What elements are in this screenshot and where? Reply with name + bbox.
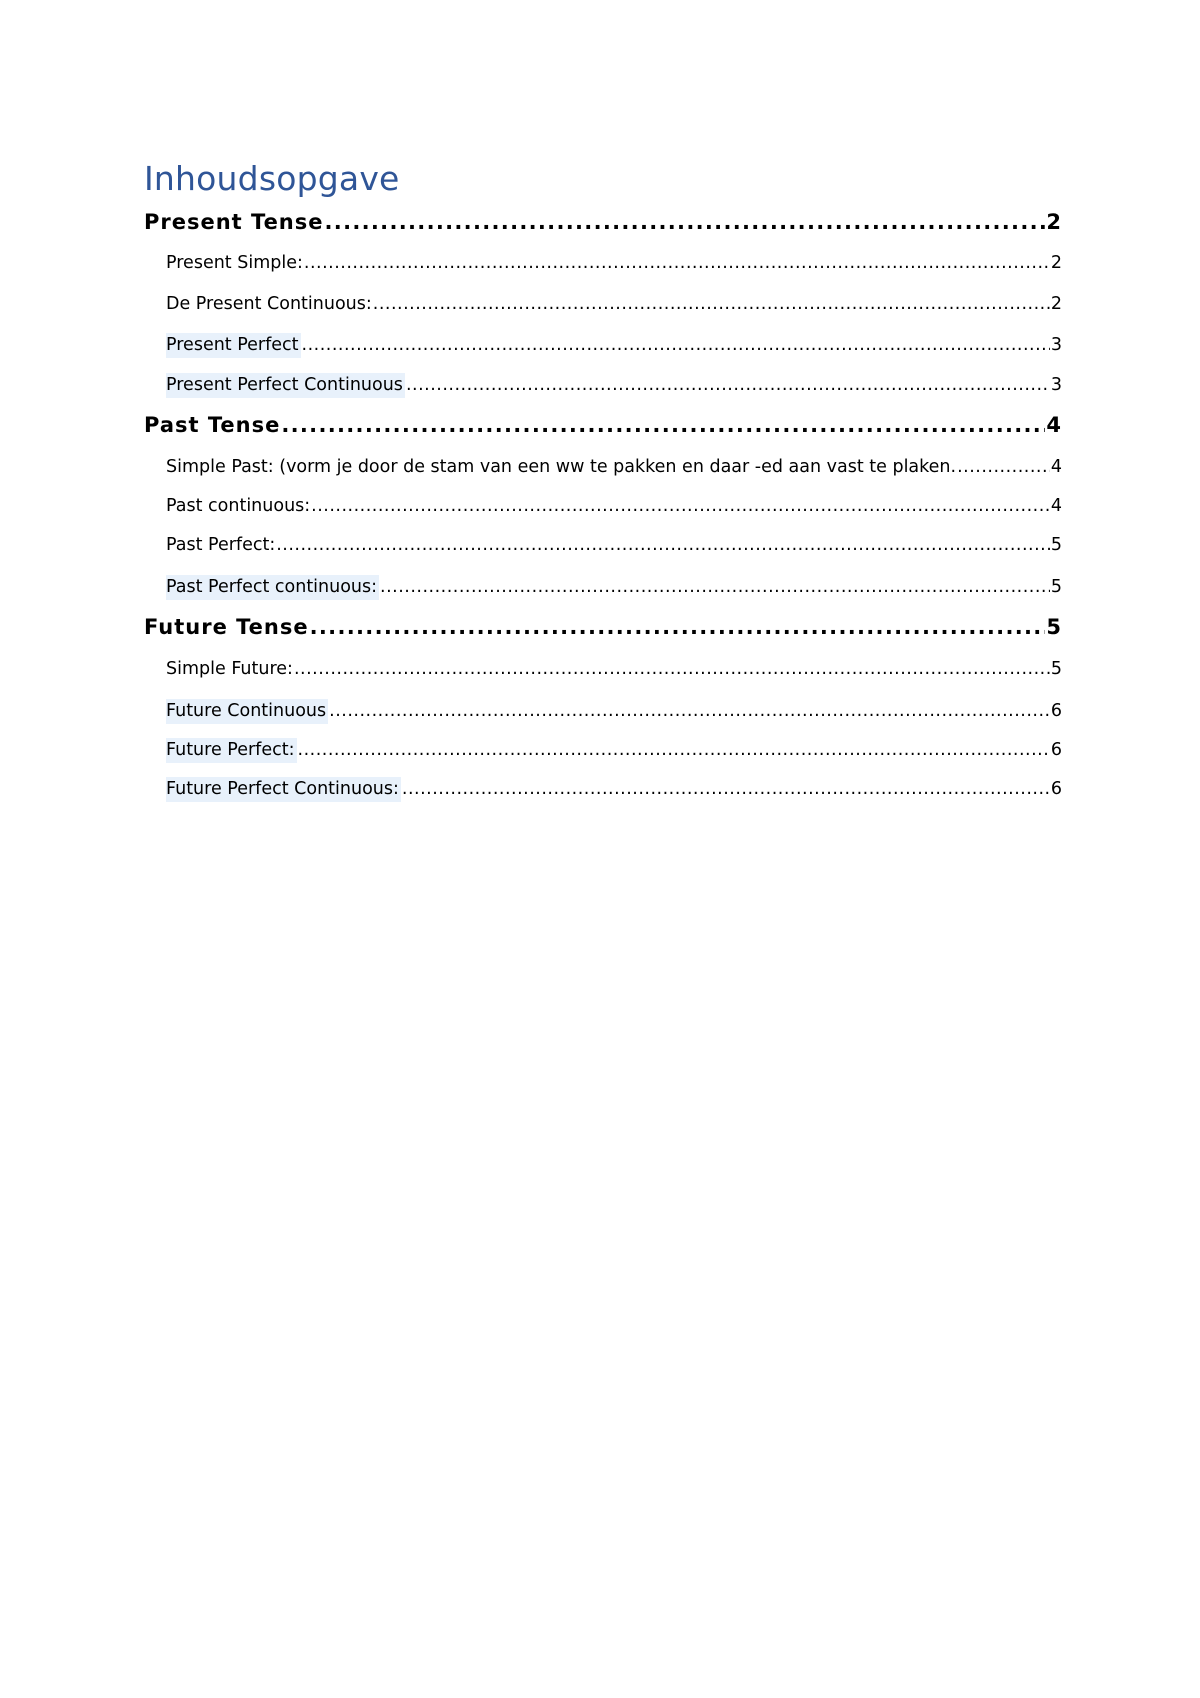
toc-entry-present-perfect[interactable] (144, 333, 1062, 358)
toc-entry-page: 5 (1050, 659, 1062, 679)
toc-entry-present-simple[interactable] (144, 253, 1062, 273)
toc-leader-dots (302, 335, 1050, 355)
toc-leader-dots (281, 413, 1045, 437)
toc-entry-label: Present Perfect (166, 333, 301, 358)
toc-entry-page: 2 (1046, 210, 1062, 234)
toc-entry-label: Simple Past: (vorm je door de stam van een ww te pakken en daar -ed aan vast te plaken. (166, 457, 957, 477)
toc-entry-page: 4 (1050, 496, 1062, 516)
toc-entry-label: Past continuous: (166, 496, 311, 516)
toc-entry-future-tense[interactable] (144, 615, 1062, 639)
toc-leader-dots (310, 615, 1046, 639)
toc-entry-future-perfect[interactable] (144, 738, 1062, 763)
toc-entry-past-continuous[interactable] (144, 496, 1062, 516)
toc-entry-page: 6 (1050, 740, 1062, 760)
toc-leader-dots (276, 535, 1050, 555)
toc-leader-dots (298, 740, 1050, 760)
toc-entry-page: 4 (1046, 413, 1062, 437)
toc-entry-simple-past[interactable] (144, 457, 1062, 477)
toc-leader-dots (311, 496, 1050, 516)
toc-entry-page: 2 (1050, 294, 1062, 314)
toc-title: Inhoudsopgave (144, 159, 400, 198)
toc-entry-label: Past Perfect: (166, 535, 276, 555)
toc-entry-label: Present Simple: (166, 253, 303, 273)
toc-entry-label: Future Perfect Continuous: (166, 777, 401, 802)
toc-entry-label: Present Tense (144, 210, 324, 234)
toc-leader-dots (373, 294, 1050, 314)
toc-entry-page: 6 (1050, 779, 1062, 799)
toc-leader-dots (406, 375, 1050, 395)
toc-entry-page: 5 (1050, 535, 1062, 555)
toc-entry-present-perfect-continuous[interactable] (144, 373, 1062, 398)
toc-entry-de-present-continuous[interactable] (144, 294, 1062, 314)
toc-entry-page: 6 (1050, 701, 1062, 721)
toc-entry-future-perfect-continuous[interactable] (144, 777, 1062, 802)
toc-entry-label: Present Perfect Continuous (166, 373, 405, 398)
toc-leader-dots (402, 779, 1050, 799)
toc-entry-simple-future[interactable] (144, 659, 1062, 679)
toc-leader-dots (380, 577, 1050, 597)
toc-leader-dots (294, 659, 1050, 679)
toc-entry-page: 5 (1046, 615, 1062, 639)
toc-entry-present-tense[interactable] (144, 210, 1062, 234)
toc-entry-page: 3 (1050, 335, 1062, 355)
toc-entry-label: Simple Future: (166, 659, 293, 679)
toc-entry-page: 2 (1050, 253, 1062, 273)
toc-entry-past-perfect-continuous[interactable] (144, 575, 1062, 600)
toc-leader-dots (304, 253, 1050, 273)
toc-entry-label: Future Perfect: (166, 738, 297, 763)
toc-entry-future-continuous[interactable] (144, 699, 1062, 724)
toc-entry-page: 4 (1050, 457, 1062, 477)
toc-entry-page: 3 (1050, 375, 1062, 395)
toc-entry-label: Past Tense (144, 413, 281, 437)
toc-entry-label: Future Tense (144, 615, 309, 639)
toc-leader-dots (957, 457, 1050, 477)
toc-entry-label: Past Perfect continuous: (166, 575, 379, 600)
toc-entry-past-perfect[interactable] (144, 535, 1062, 555)
toc-entry-past-tense[interactable] (144, 413, 1062, 437)
toc-entry-label: Future Continuous (166, 699, 328, 724)
toc-entry-page: 5 (1050, 577, 1062, 597)
toc-leader-dots (329, 701, 1050, 721)
toc-entry-label: De Present Continuous: (166, 294, 372, 314)
toc-leader-dots (325, 210, 1046, 234)
